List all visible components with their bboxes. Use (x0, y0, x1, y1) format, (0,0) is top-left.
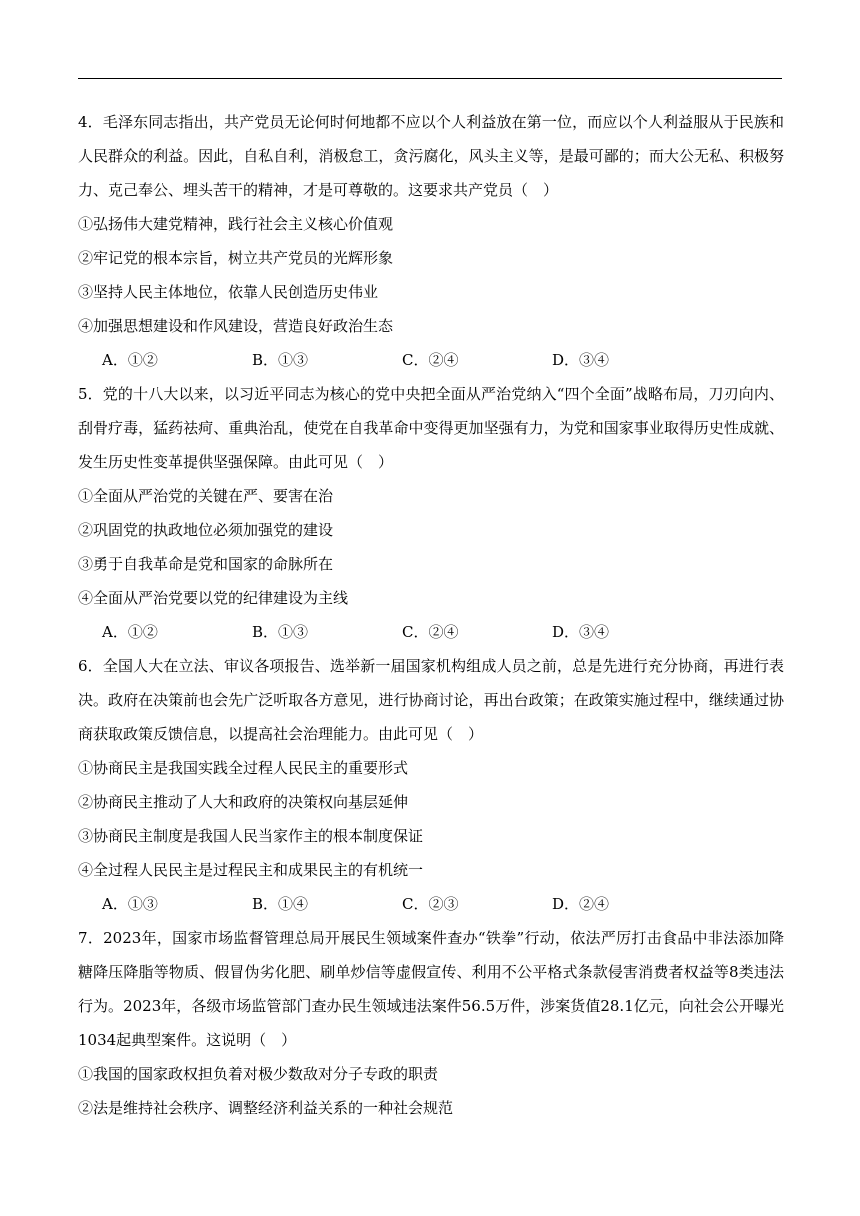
option-2: ②巩固党的执政地位必须加强党的建设 (78, 521, 334, 539)
answer-choices (78, 343, 784, 377)
question-7 (78, 921, 784, 1125)
answer-c[interactable]: C．②④ (402, 623, 459, 641)
header-rule (78, 78, 782, 79)
question-stem: 4．毛泽东同志指出，共产党员无论何时何地都不应以个人利益放在第一位，而应以个人利益服从于民族和人民群众的利益。因此，自私自利，消极怠工，贪污腐化，风头主义等，是最可鄙的；而大公无私、积极努力、克己奉公、埋头苦干的精神，才是可尊敬的。这要求共产党员（ ） (78, 113, 784, 199)
answer-choices (78, 887, 784, 921)
answer-d[interactable]: D．③④ (552, 623, 610, 641)
answer-b[interactable]: B．①③ (252, 351, 309, 369)
option-2: ②法是维持社会秩序、调整经济利益关系的一种社会规范 (78, 1099, 454, 1117)
option-2: ②协商民主推动了人大和政府的决策权向基层延伸 (78, 793, 409, 811)
question-list (78, 105, 784, 1125)
option-4: ④加强思想建设和作风建设，营造良好政治生态 (78, 317, 394, 335)
question-stem: 5．党的十八大以来，以习近平同志为核心的党中央把全面从严治党纳入“四个全面”战略布局，刀刃向内、刮骨疗毒，猛药祛疴、重典治乱，使党在自我革命中变得更加坚强有力，为党和国家事业取得历史性成就、发生历史性变革提供坚强保障。由此可见（ ） (78, 385, 784, 471)
answer-a[interactable]: A．①② (102, 351, 158, 369)
answer-d[interactable]: D．②④ (552, 895, 610, 913)
option-2: ②牢记党的根本宗旨，树立共产党员的光辉形象 (78, 249, 394, 267)
answer-c[interactable]: C．②④ (402, 351, 459, 369)
option-3: ③勇于自我革命是党和国家的命脉所在 (78, 555, 334, 573)
answer-a[interactable]: A．①② (102, 623, 158, 641)
answer-choices (78, 615, 784, 649)
question-stem: 6．全国人大在立法、审议各项报告、选举新一届国家机构组成人员之前，总是先进行充分协商，再进行表决。政府在决策前也会先广泛听取各方意见，进行协商讨论，再出台政策；在政策实施过程中，继续通过协商获取政策反馈信息，以提高社会治理能力。由此可见（ ） (78, 657, 784, 743)
option-4: ④全面从严治党要以党的纪律建设为主线 (78, 589, 349, 607)
question-6 (78, 649, 784, 921)
option-1: ①协商民主是我国实践全过程人民民主的重要形式 (78, 759, 409, 777)
question-4 (78, 105, 784, 377)
option-1: ①弘扬伟大建党精神，践行社会主义核心价值观 (78, 215, 394, 233)
option-3: ③坚持人民主体地位，依靠人民创造历史伟业 (78, 283, 379, 301)
option-3: ③协商民主制度是我国人民当家作主的根本制度保证 (78, 827, 424, 845)
option-1: ①全面从严治党的关键在严、要害在治 (78, 487, 334, 505)
option-1: ①我国的国家政权担负着对极少数敌对分子专政的职责 (78, 1065, 439, 1083)
answer-a[interactable]: A．①③ (102, 895, 158, 913)
answer-d[interactable]: D．③④ (552, 351, 610, 369)
answer-b[interactable]: B．①③ (252, 623, 309, 641)
option-4: ④全过程人民民主是过程民主和成果民主的有机统一 (78, 861, 424, 879)
answer-b[interactable]: B．①④ (252, 895, 309, 913)
question-stem: 7．2023年，国家市场监督管理总局开展民生领域案件查办“铁拳”行动，依法严厉打击食品中非法添加降糖降压降脂等物质、假冒伪劣化肥、刷单炒信等虚假宣传、利用不公平格式条款侵害消费者权益等8类违法行为。2023年，各级市场监管部门查办民生领域违法案件56.5万件，涉案货值28.1亿元，向社会公开曝光1034起典型案件。这说明（ ） (78, 929, 784, 1049)
question-5 (78, 377, 784, 649)
answer-c[interactable]: C．②③ (402, 895, 459, 913)
